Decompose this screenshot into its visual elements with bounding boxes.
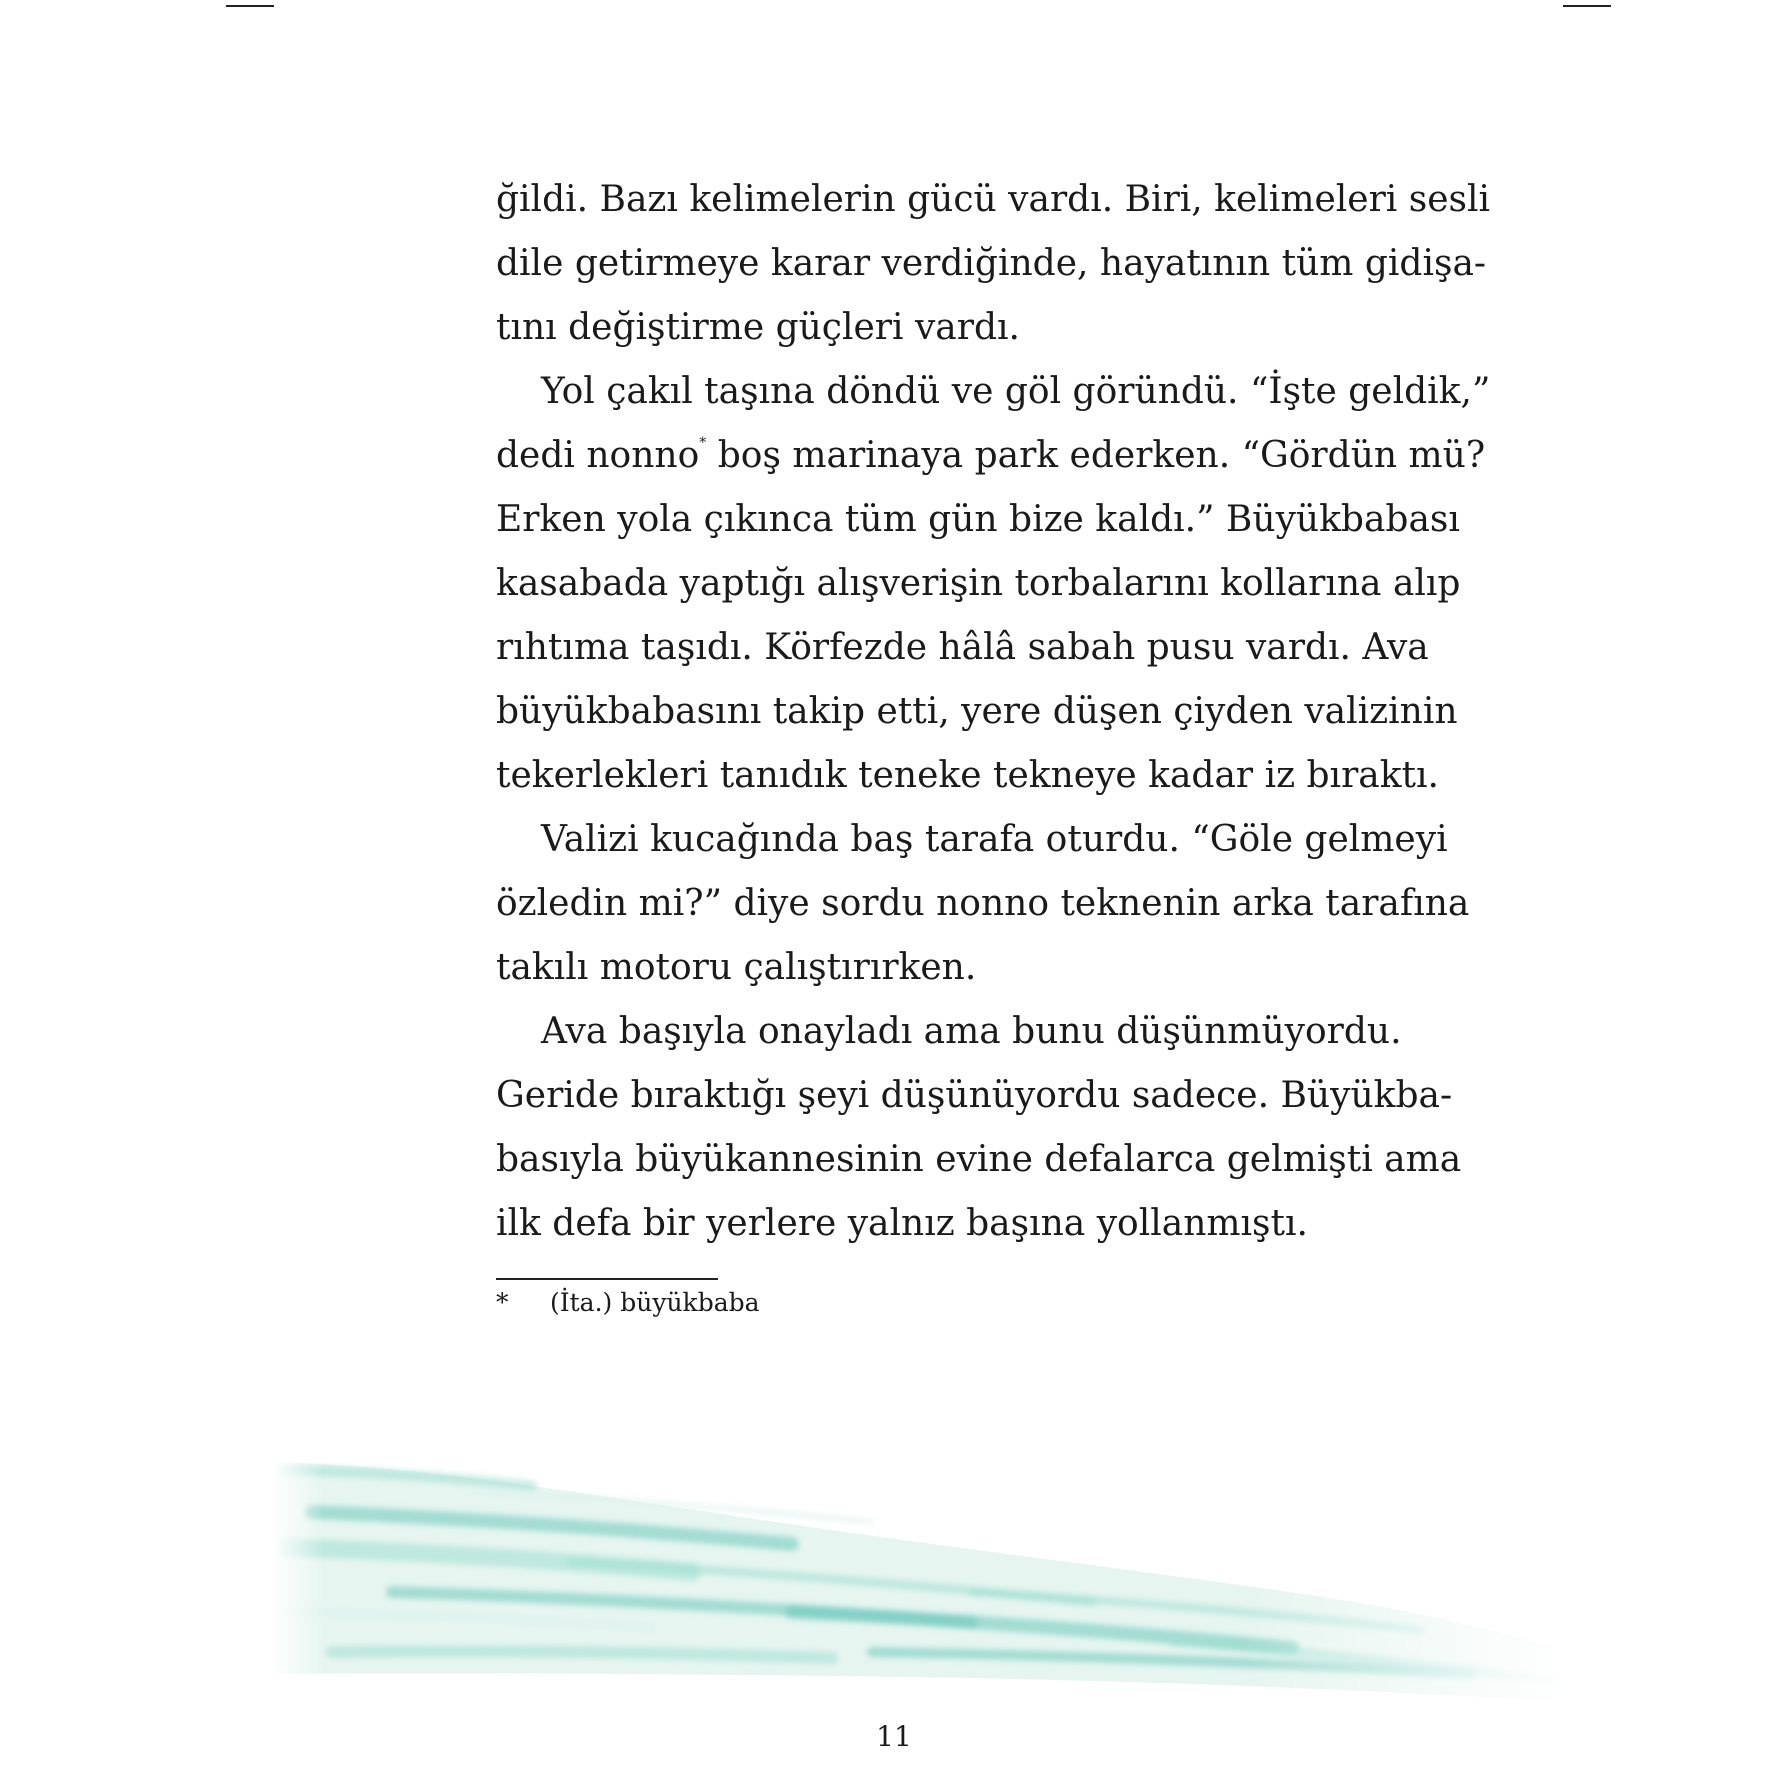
text-line: kasabada yaptığı alışverişin torbalarını kollarına alıp: [496, 563, 1461, 604]
watercolor-water-illustration: [272, 1452, 1568, 1722]
text-line: Geride bıraktığı şeyi düşünüyordu sadece. Büyükba-: [496, 1075, 1453, 1116]
text-line: Ava başıyla onayladı ama bunu düşünmüyordu.: [541, 1011, 1402, 1052]
text-fragment: boş marinaya park ederken. “Gördün mü?: [717, 435, 1486, 476]
text-line: takılı motoru çalıştırırken.: [496, 947, 977, 988]
footnote-marker: *: [496, 1288, 509, 1317]
text-line: basıyla büyükannesinin evine defalarca gelmişti ama: [496, 1139, 1462, 1180]
text-line: özledin mi?” diye sordu nonno teknenin arka tarafına: [496, 883, 1470, 924]
text-line: tekerlekleri tanıdık teneke tekneye kadar iz bıraktı.: [496, 755, 1439, 796]
water-stroke: [332, 1651, 832, 1658]
text-fragment: dedi nonno: [496, 435, 700, 476]
page-number: 11: [876, 1720, 912, 1753]
crop-mark-left: [226, 5, 274, 7]
crop-mark-right: [1563, 5, 1611, 7]
text-line: Valizi kucağında baş tarafa oturdu. “Göle gelmeyi: [541, 819, 1448, 860]
text-line-with-footnote: [496, 424, 1486, 488]
text-line: Erken yola çıkınca tüm gün bize kaldı.” Büyükbabası: [496, 499, 1460, 540]
text-line: Yol çakıl taşına döndü ve göl göründü. “İşte geldik,”: [541, 371, 1491, 412]
footnote-reference[interactable]: *: [699, 435, 707, 451]
text-line: rıhtıma taşıdı. Körfezde hâlâ sabah pusu vardı. Ava: [496, 627, 1429, 668]
text-line: ilk defa bir yerlere yalnız başına yollanmıştı.: [496, 1203, 1308, 1244]
footnote: [496, 1286, 760, 1320]
text-line: dile getirmeye karar verdiğinde, hayatının tüm gidişa-: [496, 243, 1487, 284]
footnote-divider: [496, 1278, 718, 1280]
text-line: tını değiştirme güçleri vardı.: [496, 307, 1020, 348]
text-line: ğildi. Bazı kelimelerin gücü vardı. Biri, kelimeleri sesli: [496, 179, 1491, 220]
body-text: [496, 168, 1491, 1256]
text-line: büyükbabasını takip etti, yere düşen çiyden valizinin: [496, 691, 1458, 732]
footnote-text: (İta.) büyükbaba: [550, 1288, 760, 1317]
